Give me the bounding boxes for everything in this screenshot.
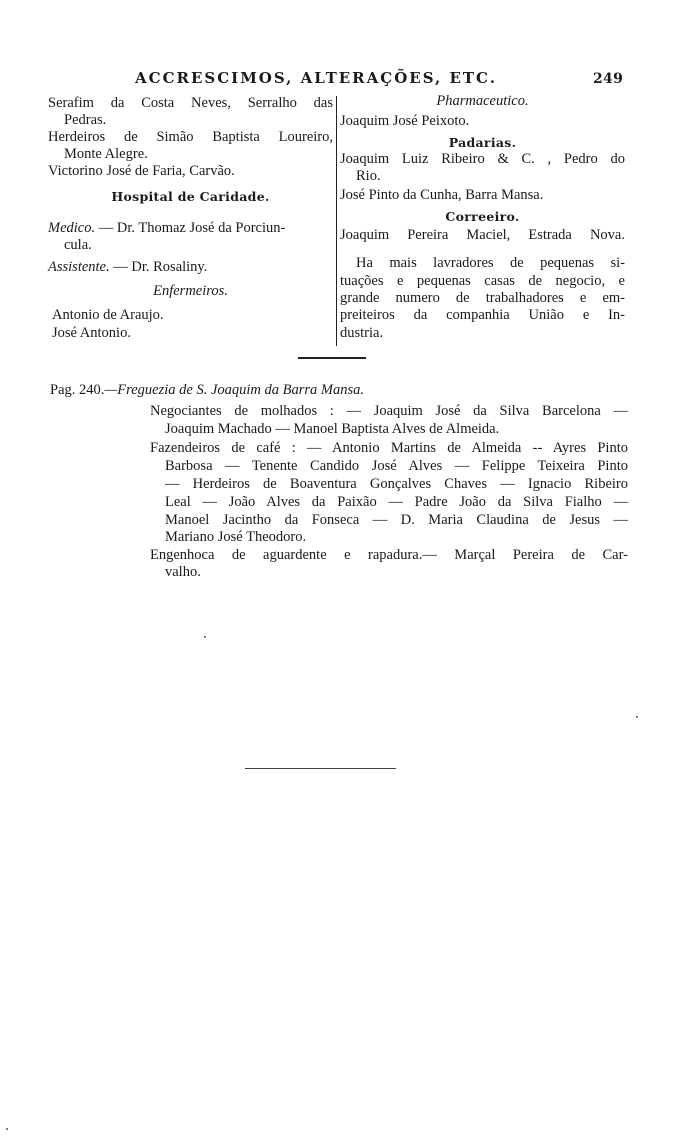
text-line: Barbosa — Tenente Candido José Alves — Felippe Teixeira Pinto (165, 458, 628, 474)
text-line: Engenhoca de aguardente e rapadura.— Marçal Pereira de Car- (150, 547, 628, 563)
padarias-heading: Padarias. (448, 135, 517, 150)
text-line: preiteiros da companhia União e In- (340, 307, 625, 323)
text-line: Joaquim Machado — Manoel Baptista Alves de Almeida. (165, 421, 500, 437)
text-line: Herdeiros de Simão Baptista Loureiro, (48, 129, 333, 145)
text-line: José Pinto da Cunha, Barra Mansa. (340, 187, 544, 203)
assistente-label: Assistente. (48, 259, 110, 275)
medico-label: Medico. (48, 220, 96, 236)
text-line: Manoel Jacintho da Fonseca — D. Maria Claudina de Jesus — (165, 512, 628, 528)
assistente-text: — Dr. Rosaliny. (113, 259, 208, 275)
scan-speck (6, 1128, 8, 1130)
text-line: — Herdeiros de Boaventura Gonçalves Chaves — Ignacio Ribeiro (165, 476, 628, 492)
header-title: ACCRESCIMOS, ALTERAÇÕES, ETC. (135, 69, 497, 87)
page-ref: Pag. 240. (50, 382, 105, 398)
text-line: dustria. (340, 325, 384, 341)
scan-speck (636, 716, 638, 718)
section-rule (298, 357, 366, 359)
text-line: Negociantes de molhados : — Joaquim José da Silva Barcelona — (150, 403, 628, 419)
text-line: Joaquim Pereira Maciel, Estrada Nova. (340, 227, 625, 243)
text-line: Serafim da Costa Neves, Serralho das (48, 95, 333, 111)
text-line: valho. (165, 564, 201, 580)
text-line: Fazendeiros de café : — Antonio Martins de Almeida -- Ayres Pinto (150, 440, 628, 456)
section-title: —Freguezia de S. Joaquim da Barra Mansa. (104, 382, 365, 398)
text-line: Antonio de Araujo. (52, 307, 164, 323)
column-divider (336, 96, 337, 346)
medico-text: — Dr. Thomaz José da Porciun- (98, 220, 286, 236)
text-line: Joaquim José Peixoto. (340, 113, 470, 129)
text-line: José Antonio. (52, 325, 131, 341)
end-rule (245, 768, 396, 769)
text-line: Pedras. (64, 112, 107, 128)
text-line: tuações e pequenas casas de negocio, e (340, 273, 625, 289)
text-line: cula. (64, 237, 92, 253)
text-line: Joaquim Luiz Ribeiro & C. , Pedro do (340, 151, 625, 167)
hospital-heading: Hospital de Caridade. (111, 189, 270, 204)
text-line: Leal — João Alves da Paixão — Padre João da Silva Fialho — (165, 494, 628, 510)
page-number: 249 (593, 71, 624, 87)
text-line: grande numero de trabalhadores e em- (340, 290, 625, 306)
scan-speck (204, 636, 206, 638)
correeiro-heading: Correeiro. (445, 209, 520, 224)
pharmaceutico-heading: Pharmaceutico. (436, 93, 529, 109)
text-line: Monte Alegre. (64, 146, 148, 162)
text-line: Rio. (356, 168, 381, 184)
text-line: Victorino José de Faria, Carvão. (48, 163, 235, 179)
text-line: Ha mais lavradores de pequenas si- (356, 255, 625, 271)
text-line: Mariano José Theodoro. (165, 529, 307, 545)
enfermeiros-heading: Enfermeiros. (153, 283, 228, 299)
